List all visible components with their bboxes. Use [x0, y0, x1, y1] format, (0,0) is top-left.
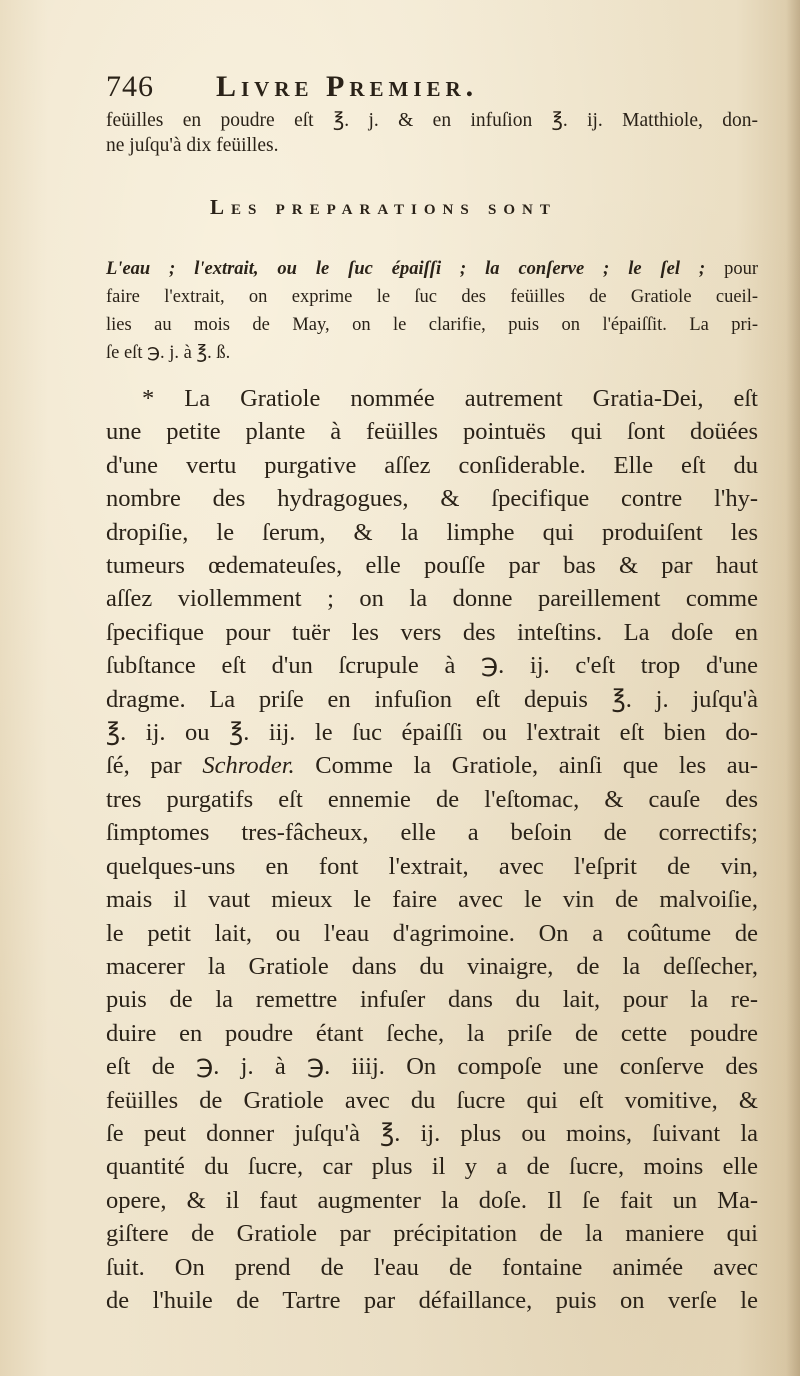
preparations-line: faire l'extrait, on exprime le ſuc des feüilles de Gratiole cueil- [106, 287, 758, 307]
preparations-line: ſe eſt ℈. j. à ℥. ß. [106, 343, 231, 363]
preparations-line: lies au mois de May, on le clarifie, puis on l'épaiſſit. La pri- [106, 315, 758, 335]
body-line: quelques-uns en font l'extrait, avec l'eſprit de vin, [106, 852, 758, 880]
body-line: feüilles de Gratiole avec du ſucre qui eſt vomitive, & [106, 1086, 758, 1114]
body-paragraph [106, 382, 758, 1317]
body-line: ℥. ij. ou ℥. iij. le ſuc épaiſſi ou l'extrait eſt bien do- [106, 719, 758, 747]
preparations-paragraph [106, 255, 758, 367]
body-line-part: Comme la Gratiole, ainſi que les au- [294, 752, 759, 780]
body-line: puis de la remettre infuſer dans du lait, pour la re- [106, 986, 758, 1014]
body-line: quantité du ſucre, car plus il y a de ſucre, moins elle [106, 1153, 758, 1181]
intro-line: ne juſqu'à dix feüilles. [106, 135, 279, 156]
body-line-part: ſé, par [106, 752, 182, 780]
body-line: tumeurs œdemateuſes, elle pouſſe par bas & par haut [106, 552, 758, 580]
preparations-lead-tail: pour [705, 259, 758, 279]
page-edge-shadow [786, 0, 800, 1376]
body-line: ſpecifique pour tuër les vers des inteſtins. La doſe en [106, 618, 758, 646]
body-line [106, 749, 758, 782]
body-line: nombre des hydragogues, & ſpecifique contre l'hy- [106, 485, 758, 513]
body-line: ſe peut donner juſqu'à ℥. ij. plus ou moins, ſuivant la [106, 1119, 758, 1147]
body-line: eſt de ℈. j. à ℈. iiij. On compoſe une conſerve des [106, 1053, 758, 1081]
body-line: tres purgatifs eſt ennemie de l'eſtomac, & cauſe des [106, 785, 758, 813]
body-line: ſubſtance eſt d'un ſcrupule à ℈. ij. c'eſt trop d'une [106, 652, 758, 680]
preparations-lead: L'eau ; l'extrait, ou le ſuc épaiſſi ; la conſerve ; le ſel ; [106, 259, 706, 279]
body-line: ſimptomes tres-fâcheux, elle a beſoin de correctifs; [106, 819, 758, 847]
body-line: giſtere de Gratiole par précipitation de la maniere qui [106, 1220, 758, 1248]
section-heading: Les preparations sont [210, 195, 557, 219]
body-line: de l'huile de Tartre par défaillance, puis on verſe le [106, 1286, 758, 1314]
author-name: Schroder. [202, 752, 295, 780]
body-line: mais il vaut mieux le faire avec le vin de malvoiſie, [106, 886, 758, 914]
body-line: * La Gratiole nommée autrement Gratia-Dei, eſt [142, 385, 758, 412]
body-line: ſuit. On prend de l'eau de fontaine animée avec [106, 1253, 758, 1281]
body-line: dragme. La priſe en infuſion eſt depuis ℥. j. juſqu'à [106, 685, 758, 713]
body-line: une petite plante à feüilles pointuës qui ſont doüées [106, 418, 758, 446]
body-line: opere, & il faut augmenter la doſe. Il ſe fait un Ma- [106, 1186, 758, 1214]
intro-paragraph [106, 108, 758, 158]
body-line: dropiſie, le ſerum, & la limphe qui produiſent les [106, 518, 758, 546]
body-line: macerer la Gratiole dans du vinaigre, de la deſſecher, [106, 952, 758, 980]
body-line: aſſez viollemment ; on la donne pareillement comme [106, 585, 758, 613]
body-line: le petit lait, ou l'eau d'agrimoine. On a coûtume de [106, 919, 758, 947]
body-line: d'une vertu purgative aſſez conſiderable. Elle eſt du [106, 451, 758, 479]
preparations-line [106, 255, 758, 283]
running-title: Livre Premier. [216, 70, 479, 103]
body-line: duire en poudre étant ſeche, la priſe de cette poudre [106, 1019, 758, 1047]
page-number: 746 [106, 70, 154, 103]
intro-line: feüilles en poudre eſt ℥. j. & en infuſion ℥. ij. Matthiole, don- [106, 110, 758, 131]
